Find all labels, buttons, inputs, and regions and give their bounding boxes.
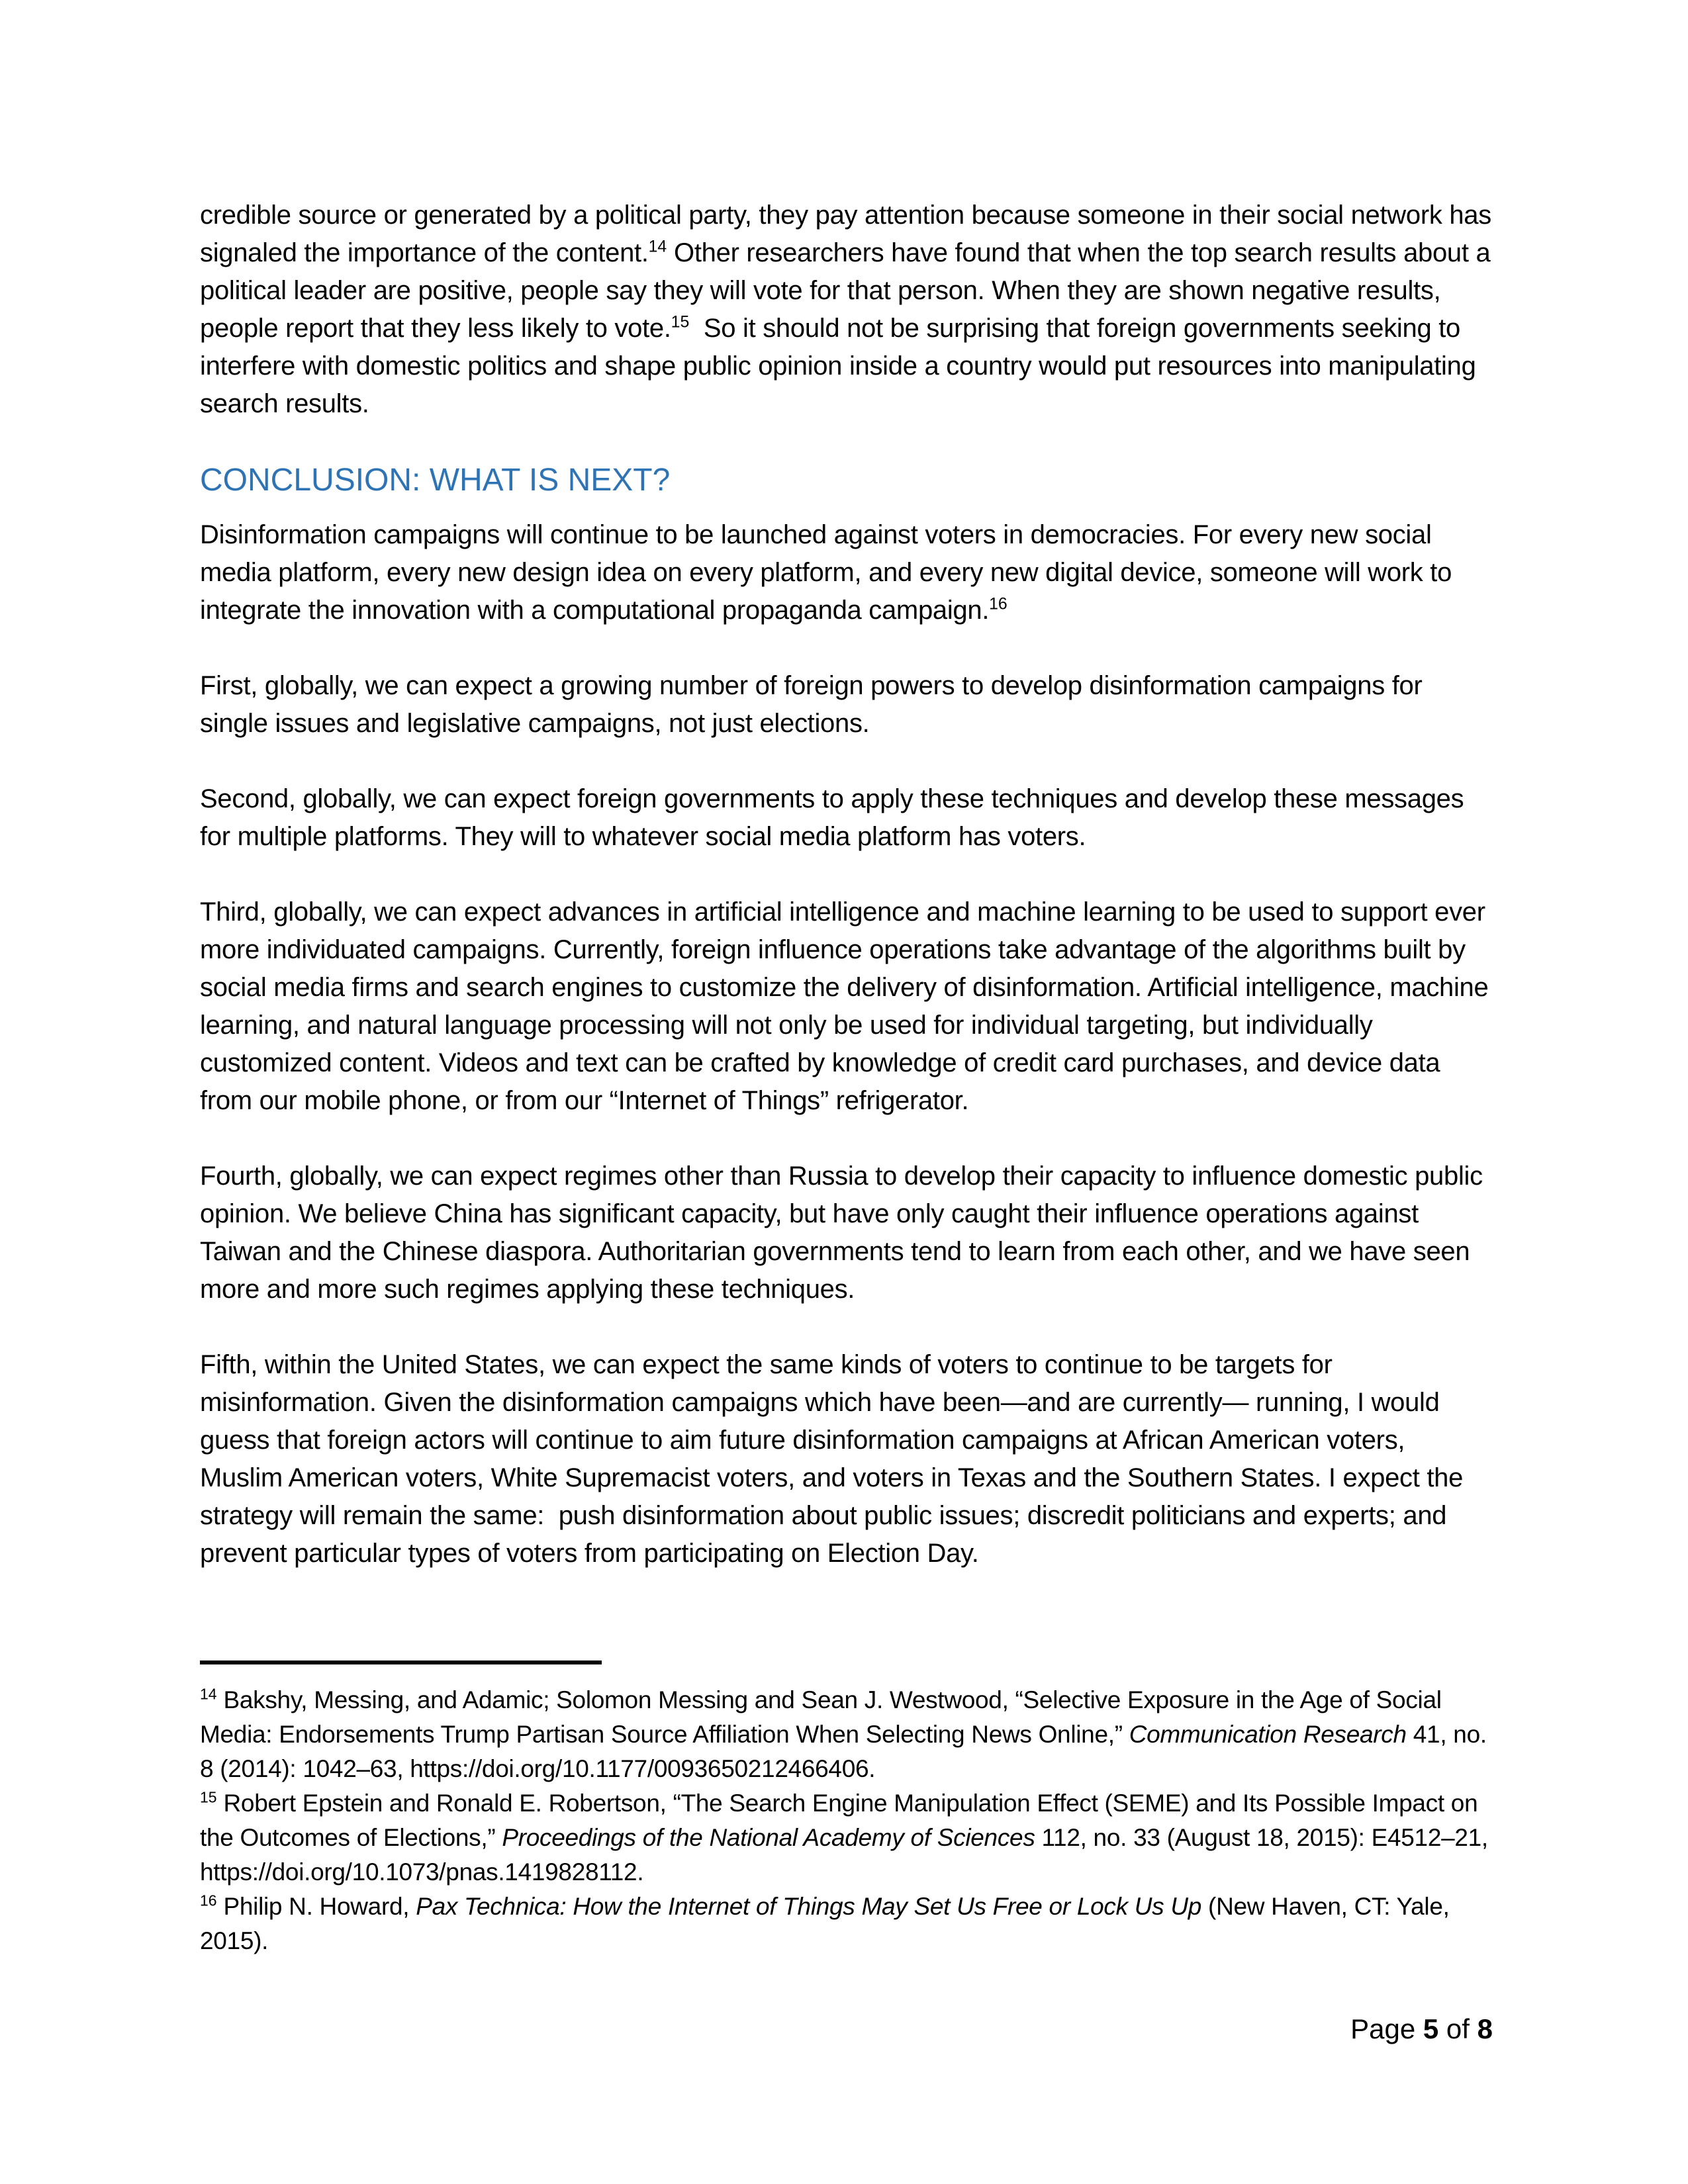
text-run: of: [1438, 2013, 1477, 2044]
text-run: Third, globally, we can expect advances in artificial intelligence and machine learning to be used to support ever more individuated campaigns. Currently, foreign influence operations take advantage of the algorithms built by social media firms and search engines to customize the delivery of disinformation. Artificial intelligence, machine learning, and natural language processing will not only be used for individual targeting, but individually customized content. Videos and text can be crafted by knowledge of credit card purchases, and device data from our mobile phone, or from our “Internet of Things” refrigerator.: [200, 897, 1489, 1115]
footnotes-list: [200, 1683, 1494, 1958]
body-paragraph: [200, 197, 1494, 423]
footnote-reference: 15: [671, 313, 690, 332]
text-run: Philip N. Howard,: [216, 1893, 416, 1920]
footnote-reference: 14: [648, 238, 667, 256]
text-run: 5: [1423, 2013, 1439, 2044]
document-body: [200, 197, 1494, 1610]
text-run: 112, no. 33 (August 18, 2015): E4512–21, https://doi.org/10.1073/pnas.1419828112.: [200, 1824, 1488, 1886]
text-run: Bakshy, Messing, and Adamic; Solomon Messing and Sean J. Westwood, “Selective Exposure in the Age of Social Media: Endorsements Trump Partisan Source Affiliation When Selecting News Online,”: [200, 1686, 1442, 1748]
text-run: Fifth, within the United States, we can expect the same kinds of voters to continue to be targets for misinformation. Given the disinformation campaigns which have been—and are currently— running, I would guess that foreign actors will continue to aim future disinformation campaigns at African American voters, Muslim American voters, White Supremacist voters, and voters in Texas and the Southern States. I expect the strategy will remain the same: push disinformation about public issues; discredit politicians and experts; and prevent particular types of voters from participating on Election Day.: [200, 1350, 1464, 1568]
text-run: Pax Technica: How the Internet of Things May Set Us Free or Lock Us Up: [416, 1893, 1202, 1920]
footnote-separator: [200, 1661, 602, 1664]
footnote: [200, 1889, 1494, 1958]
body-paragraph: [200, 1346, 1494, 1572]
section-heading: [200, 461, 1494, 500]
page-footer: [1350, 2013, 1493, 2045]
text-run: 41, no. 8 (2014): 1042–63, https://doi.org/10.1177/0093650212466406.: [200, 1721, 1487, 1782]
text-run: 8: [1477, 2013, 1493, 2044]
page-number: [1350, 2013, 1493, 2044]
text-run: (New Haven, CT: Yale, 2015).: [200, 1893, 1450, 1954]
footnote-reference: 16: [200, 1891, 217, 1909]
text-run: So it should not be surprising that foreign governments seeking to interfere with domestic politics and shape public opinion inside a country would put resources into manipulating search results.: [200, 314, 1476, 418]
body-paragraph: [200, 667, 1494, 743]
footnote-reference: 16: [989, 595, 1008, 614]
footnotes-section: [200, 1661, 1494, 1958]
text-run: First, globally, we can expect a growing number of foreign powers to develop disinformation campaigns for single issues and legislative campaigns, not just elections.: [200, 671, 1423, 738]
body-paragraph: [200, 780, 1494, 856]
footnote-reference: 15: [200, 1788, 217, 1806]
text-run: credible source or generated by a political party, they pay attention because someone in their social network has signaled the importance of the content.: [200, 201, 1491, 267]
footnote: [200, 1786, 1494, 1889]
text-run: CONCLUSION: WHAT IS NEXT?: [200, 463, 671, 498]
text-run: Second, globally, we can expect foreign governments to apply these techniques and develop these messages for multiple platforms. They will to whatever social media platform has voters.: [200, 784, 1464, 851]
footnote: [200, 1683, 1494, 1786]
text-run: Proceedings of the National Academy of Sciences: [502, 1824, 1035, 1851]
body-paragraph: [200, 1158, 1494, 1308]
text-run: Disinformation campaigns will continue to be launched against voters in democracies. For every new social media platform, every new design idea on every platform, and every new digital device, someone will work to integrate the innovation with a computational propaganda campaign.: [200, 520, 1452, 625]
text-run: Page: [1350, 2013, 1423, 2044]
text-run: Other researchers have found that when the top search results about a political leader are positive, people say they will vote for that person. When they are shown negative results, people report that they less likely to vote.: [200, 238, 1491, 343]
body-paragraph: [200, 893, 1494, 1120]
footnote-reference: 14: [200, 1685, 217, 1703]
body-paragraph: [200, 516, 1494, 629]
text-run: Robert Epstein and Ronald E. Robertson, “The Search Engine Manipulation Effect (SEME) and Its Possible Impact on the Outcomes of Elections,”: [200, 1790, 1478, 1851]
text-run: Fourth, globally, we can expect regimes other than Russia to develop their capacity to influence domestic public opinion. We believe China has significant capacity, but have only caught their influence operations against Taiwan and the Chinese diaspora. Authoritarian governments tend to learn from each other, and we have seen more and more such regimes applying these techniques.: [200, 1161, 1483, 1304]
text-run: Communication Research: [1129, 1721, 1407, 1748]
